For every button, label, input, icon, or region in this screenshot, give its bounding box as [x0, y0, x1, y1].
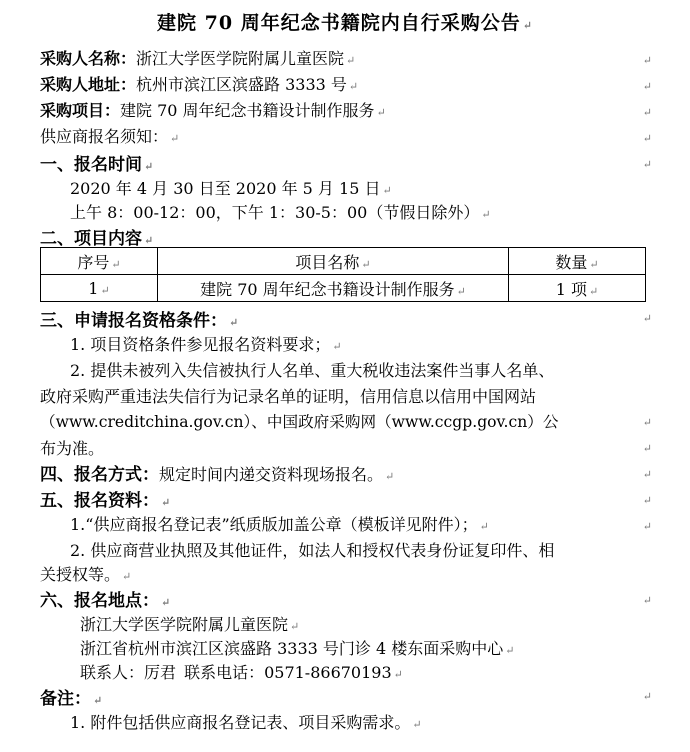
- header-cell: 数量 ↵: [509, 248, 646, 275]
- project-line: 采购项目：建院 70 周年纪念书籍设计制作服务 ↵: [40, 101, 386, 120]
- buyer-name-line: 采购人名称：浙江大学医学院附属儿童医院 ↵: [40, 49, 356, 68]
- location-address: 浙江省杭州市滨江区滨盛路 3333 号门诊 4 楼东面采购中心 ↵: [80, 639, 515, 658]
- registration-hours: 上午 8：00-12：00，下午 1：30-5：00（节假日除外） ↵: [70, 203, 491, 222]
- paragraph-mark-icon: ↵: [642, 416, 652, 429]
- supplier-notice: 供应商报名须知： ↵: [40, 127, 180, 146]
- materials-item-2-end: 关授权等。 ↵: [40, 565, 132, 584]
- table-row: [41, 275, 646, 302]
- registration-date: 2020 年 4 月 30 日至 2020 年 5 月 15 日 ↵: [70, 179, 392, 198]
- paragraph-mark-icon: ↵: [642, 690, 652, 703]
- section-2-heading: 二、项目内容 ↵: [40, 229, 154, 249]
- table-header-row: [41, 248, 646, 275]
- paragraph-mark-icon: ↵: [642, 594, 652, 607]
- paragraph-mark-icon: ↵: [642, 158, 652, 171]
- project-table: [40, 247, 646, 302]
- table-cell: 1 ↵: [41, 275, 158, 302]
- table-cell: 1 项 ↵: [509, 275, 646, 302]
- section-3-heading: 三、申请报名资格条件： ↵: [40, 311, 239, 331]
- table-cell: 建院 70 周年纪念书籍设计制作服务 ↵: [158, 275, 509, 302]
- paragraph-mark-icon: ↵: [642, 442, 652, 455]
- paragraph-mark-icon: ↵: [642, 494, 652, 507]
- qualification-item-2: 2. 提供未被列入失信被执行人名单、重大税收违法案件当事人名单、: [70, 361, 555, 380]
- paragraph-mark-icon: ↵: [642, 312, 652, 325]
- header-cell: 序号 ↵: [41, 248, 158, 275]
- paragraph-mark-icon: ↵: [642, 520, 652, 533]
- contact-line: 联系人：厉君 联系电话：0571-86670193 ↵: [80, 663, 403, 682]
- qualification-item-1: 1. 项目资格条件参见报名资料要求； ↵: [70, 335, 342, 354]
- qualification-item-2-cont: （www.creditchina.gov.cn）、中国政府采购网（www.ccgp.gov.cn）公: [40, 413, 559, 431]
- location-hospital: 浙江大学医学院附属儿童医院 ↵: [80, 615, 300, 634]
- paragraph-mark-icon: ↵: [642, 132, 652, 145]
- section-4: 四、报名方式：规定时间内递交资料现场报名。 ↵: [40, 465, 395, 485]
- paragraph-mark-icon: ↵: [642, 54, 652, 67]
- qualification-item-2-end: 布为准。: [40, 439, 105, 458]
- materials-item-1: 1.“供应商报名登记表”纸质版加盖公章（模板详见附件）； ↵: [70, 515, 489, 534]
- section-1-heading: 一、报名时间 ↵: [40, 155, 154, 175]
- header-cell: 项目名称 ↵: [158, 248, 509, 275]
- note-heading: 备注： ↵: [40, 689, 103, 709]
- buyer-address-line: 采购人地址：杭州市滨江区滨盛路 3333 号 ↵: [40, 75, 359, 94]
- section-5-heading: 五、报名资料： ↵: [40, 491, 171, 511]
- paragraph-mark-icon: ↵: [642, 468, 652, 481]
- qualification-item-2-cont: 政府采购严重违法失信行为记录名单的证明，信用信息以信用中国网站: [40, 387, 537, 406]
- paragraph-mark-icon: ↵: [642, 80, 652, 93]
- materials-item-2: 2. 供应商营业执照及其他证件，如法人和授权代表身份证复印件、相: [70, 541, 555, 560]
- page-title: 建院 70 周年纪念书籍院内自行采购公告 ↵: [157, 12, 533, 34]
- note-item-1: 1. 附件包括供应商报名登记表、项目采购需求。 ↵: [70, 713, 422, 732]
- paragraph-mark-icon: ↵: [642, 106, 652, 119]
- section-6-heading: 六、报名地点： ↵: [40, 591, 171, 611]
